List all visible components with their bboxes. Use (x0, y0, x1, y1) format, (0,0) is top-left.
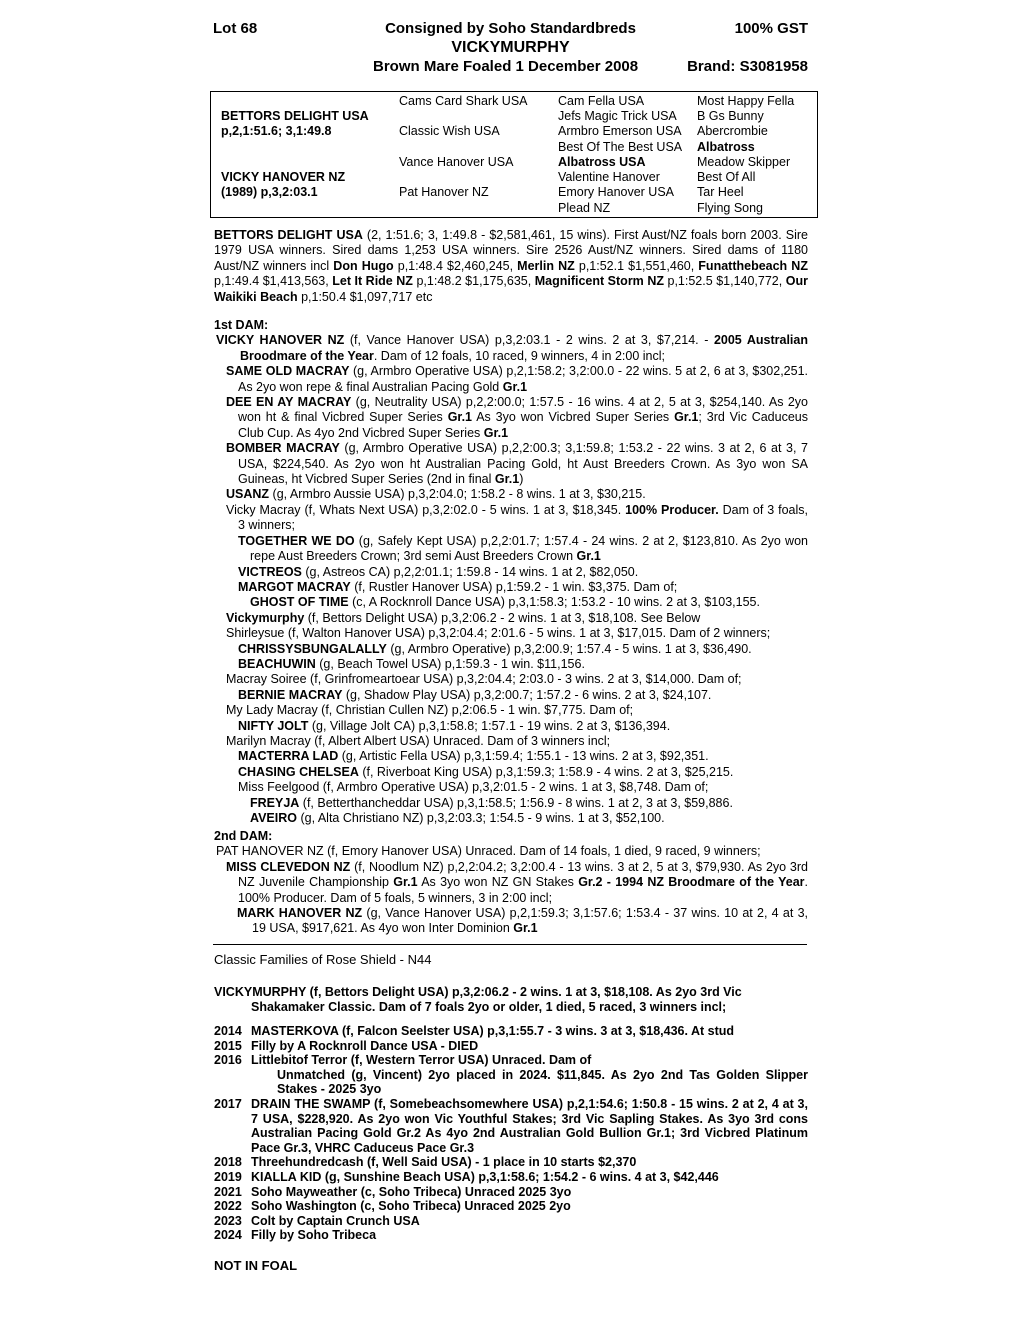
horse-name: VICKYMURPHY (451, 39, 570, 56)
pedigree-gen4: Best Of All (697, 170, 756, 184)
produce-year: 2018 (214, 1155, 242, 1170)
pedigree-gen4: B Gs Bunny (697, 109, 764, 123)
produce-summary (214, 985, 808, 1016)
progeny-entry (214, 580, 808, 595)
grade-label: Gr.1 (393, 875, 418, 890)
sire-highlight: Funatthebeach NZ (698, 258, 808, 273)
produce-row (214, 1199, 808, 1214)
lot-number: Lot 68 (213, 20, 258, 37)
produce-year: 2019 (214, 1169, 242, 1184)
progeny-text: ) (519, 472, 524, 487)
progeny-text: Macray Soiree (f, Grinfromeartoear USA) p,3,2:04.4; 2:03.0 - 3 wins. 2 at 3, $14,000. Dam of; (226, 672, 742, 687)
produce-row (214, 1228, 808, 1243)
produce-row (214, 1039, 808, 1054)
first-dam-progeny-list (214, 364, 808, 826)
grade-label: Gr.1 (674, 410, 699, 425)
pedigree-gen3: Emory Hanover USA (558, 185, 675, 199)
progeny-text: As 3yo won Vicbred Super Series (472, 410, 675, 425)
progeny-text: (g, Artistic Fella USA) p,3,1:59.4; 1:55.1 - 13 wins. 2 at 3, $92,351. (338, 749, 709, 764)
progeny-text: . 100% Producer. Dam of 5 foals, 5 winners, 3 in 2:00 incl; (238, 875, 809, 905)
produce-row (214, 1214, 808, 1229)
progeny-entry (214, 487, 808, 502)
progeny-entry (214, 703, 808, 718)
family-line: Classic Families of Rose Shield - N44 (214, 952, 432, 967)
pedigree-gen3: Jefs Magic Trick USA (558, 109, 677, 123)
progeny-text: My Lady Macray (f, Christian Cullen NZ) p,2:06.5 - 1 win. $7,775. Dam of; (226, 703, 634, 718)
progeny-entry (214, 642, 808, 657)
second-dam-progeny (214, 906, 808, 937)
dam-text: (f, Vance Hanover USA) p,3,2:03.1 - 2 wins. 2 at 3, $7,214. - (344, 333, 714, 348)
produce-year: 2017 (214, 1096, 242, 1111)
produce-record (214, 1024, 808, 1243)
dam-award: 2005 Australian Broodmare of the Year (240, 333, 808, 363)
progeny-entry (214, 688, 808, 703)
pedigree-gen2: Pat Hanover NZ (399, 185, 489, 199)
progeny-name: AVEIRO (250, 811, 297, 825)
produce-row (214, 1097, 808, 1155)
produce-row (214, 1185, 808, 1200)
progeny-text: (f, Rustler Hanover USA) p,1:59.2 - 1 win. $3,375. Dam of; (350, 579, 678, 594)
consignor: Consigned by Soho Standardbreds (385, 20, 636, 37)
sire-highlight: Merlin NZ (517, 258, 575, 273)
pedigree-dam: VICKY HANOVER NZ (221, 170, 346, 184)
pedigree-gen3: Best Of The Best USA (558, 140, 683, 154)
progeny-text: ; 3rd Vic Caduceus Club Cup. As 4yo 2nd Vicbred Super Series (238, 410, 808, 440)
progeny-name: BOMBER MACRAY (226, 441, 340, 456)
pedigree-table (210, 91, 818, 218)
progeny-text: Dam of 3 foals, 3 winners; (238, 502, 808, 533)
sire-text: p,1:52.5 $1,140,772, (663, 274, 786, 289)
progeny-text: Vicky Macray (f, Whats Next USA) p,3,2:02.0 - 5 wins. 1 at 3, $18,345. (226, 502, 626, 517)
progeny-entry (214, 749, 808, 764)
progeny-text: As 3yo won NZ GN Stakes (417, 875, 579, 890)
sire-highlight: Don Hugo (333, 258, 394, 273)
horse-description: Brown Mare Foaled 1 December 2008 (373, 58, 639, 75)
progeny-entry (214, 626, 808, 641)
lot-header (213, 20, 808, 80)
pedigree-sire: BETTORS DELIGHT USA (221, 109, 369, 123)
progeny-text: (f, Noodlum NZ) p,2,2:04.2; 3,2:00.4 - 13 wins. 3 at 2, 5 at 3, $79,930. As 2yo 3rd NZ Juvenile Championship (238, 859, 808, 890)
progeny-name: SAME OLD MACRAY (226, 364, 350, 379)
pedigree-gen3: Albatross USA (558, 155, 646, 169)
progeny-name: FREYJA (250, 795, 300, 810)
progeny-name: MISS CLEVEDON NZ (226, 859, 351, 874)
brand: Brand: S3081958 (687, 58, 808, 75)
second-dam-progeny (214, 860, 808, 906)
produce-year: 2016 (214, 1053, 242, 1068)
dam-text-2: . Dam of 12 foals, 10 raced, 9 winners, 4 in 2:00 incl; (373, 348, 665, 363)
pedigree-gen3: Armbro Emerson USA (558, 124, 682, 138)
progeny-entry (214, 811, 808, 826)
first-dam-section (214, 318, 808, 826)
sire-text: p,1:50.4 $1,097,717 etc (297, 289, 433, 304)
progeny-text: (f, Riverboat King USA) p,3,1:59.3; 1:58.9 - 4 wins. 2 at 3, $25,215. (358, 764, 734, 779)
progeny-entry (214, 534, 808, 565)
produce-row (214, 1053, 808, 1068)
sire-text: p,1:48.2 $1,175,635, (412, 274, 535, 289)
pedigree-gen4: Meadow Skipper (697, 155, 791, 169)
progeny-text: (c, A Rocknroll Dance USA) p,3,1:58.3; 1:53.2 - 10 wins. 2 at 3, $103,155. (348, 595, 760, 610)
summary-line: VICKYMURPHY (f, Bettors Delight USA) p,3,2:06.2 - 2 wins. 1 at 3, $18,108. As 2yo 3rd Vic (214, 985, 742, 999)
progeny-text: (g, Armbro Operative USA) p,2,1:58.2; 3,2:00.0 - 22 wins. 5 at 2, 6 at 3, $302,251. As 2yo won repe & final Australian Pacing Gold (238, 364, 808, 394)
grade-label: Gr.1 (576, 549, 601, 564)
progeny-text: (f, Betterthancheddar USA) p,3,1:58.5; 1:56.9 - 8 wins. 1 at 2, 3 at 3, $59,886. (299, 795, 733, 810)
sire-text: p,1:48.4 $2,460,245, (393, 258, 518, 273)
progeny-entry (214, 441, 808, 487)
progeny-entry (214, 657, 808, 672)
grade-label: Gr.1 (494, 472, 520, 487)
produce-text: Filly by A Rocknroll Dance USA - DIED (251, 1038, 479, 1053)
progeny-entry (214, 719, 808, 734)
second-dam-line: PAT HANOVER NZ (f, Emory Hanover USA) Unraced. Dam of 14 foals, 1 died, 9 raced, 9 winners; (216, 844, 761, 859)
pedigree-gen4: Flying Song (697, 201, 764, 215)
grade-label: Gr.1 (513, 921, 538, 936)
sire-paragraph (214, 228, 808, 305)
progeny-text: (g, Armbro Operative) p,3,2:00.9; 1:57.4 - 5 wins. 1 at 3, $36,490. (386, 641, 752, 656)
progeny-name: MARK HANOVER NZ (237, 906, 363, 921)
progeny-text: (g, Alta Christiano NZ) p,3,2:03.3; 1:54.5 - 9 wins. 1 at 3, $52,100. (297, 811, 665, 825)
produce-year: 2024 (214, 1228, 242, 1243)
produce-text: Threehundredcash (f, Well Said USA) - 1 place in 10 starts $2,370 (251, 1155, 637, 1170)
progeny-text: (g, Armbro Operative USA) p,2,2:00.3; 3,1:59.8; 1:53.2 - 22 wins. 3 at 2, 6 at 3, 7 USA, $224,540. As 2yo won ht Australian Pacing Gold, ht Aust Breeders Crown. As 3yo won SA Guineas, ht Vicbred Super Series (2nd in final (238, 441, 808, 487)
pedigree-gen2: Cams Card Shark USA (399, 94, 528, 108)
progeny-name: CHASING CHELSEA (238, 764, 359, 779)
produce-year: 2023 (214, 1213, 242, 1228)
produce-row (214, 1170, 808, 1185)
grade-label: Gr.1 (502, 379, 528, 394)
progeny-text: (g, Shadow Play USA) p,3,2:00.7; 1:57.2 - 6 wins. 2 at 3, $24,107. (342, 687, 712, 702)
progeny-text: (f, Bettors Delight USA) p,3,2:06.2 - 2 wins. 1 at 3, $18,108. See Below (304, 610, 701, 625)
progeny-name: BERNIE MACRAY (238, 687, 343, 702)
pedigree-gen3: Valentine Hanover (558, 170, 660, 184)
pedigree-gen2: Classic Wish USA (399, 124, 500, 138)
progeny-text: Shirleysue (f, Walton Hanover USA) p,3,2:04.4; 2:01.6 - 5 wins. 1 at 3, $17,015. Dam of 2 winners; (226, 626, 771, 641)
progeny-name: VICTREOS (238, 564, 302, 579)
produce-text: MASTERKOVA (f, Falcon Seelster USA) p,3,1:55.7 - 3 wins. 3 at 3, $18,436. At stud (251, 1024, 735, 1038)
progeny-entry (214, 364, 808, 395)
progeny-text: (g, Beach Towel USA) p,1:59.3 - 1 win. $11,156. (315, 656, 585, 671)
progeny-name: MACTERRA LAD (238, 749, 339, 764)
sire-text: p,1:49.4 $1,413,563, (214, 274, 333, 289)
progeny-entry (214, 565, 808, 580)
produce-row (214, 1155, 808, 1170)
sire-highlight: Let It Ride NZ (332, 274, 413, 289)
progeny-entry (214, 611, 808, 626)
progeny-entry (214, 395, 808, 441)
produce-text: Colt by Captain Crunch USA (251, 1213, 420, 1228)
progeny-entry (214, 503, 808, 534)
dam-name: VICKY HANOVER NZ (216, 333, 345, 348)
produce-year: 2015 (214, 1038, 242, 1053)
progeny-name: DEE EN AY MACRAY (226, 395, 352, 410)
sire-highlight: Our Waikiki Beach (214, 274, 808, 304)
progeny-name: CHRISSYSBUNGALALLY (238, 641, 387, 656)
progeny-entry (214, 765, 808, 780)
pedigree-dam-record: (1989) p,3,2:03.1 (221, 185, 318, 199)
progeny-text: (g, Armbro Aussie USA) p,3,2:04.0; 1:58.2 - 8 wins. 1 at 3, $30,215. (269, 487, 646, 502)
first-dam-heading: 1st DAM: (214, 318, 269, 332)
pedigree-gen4: Albatross (697, 140, 755, 154)
progeny-text: Marilyn Macray (f, Albert Albert USA) Unraced. Dam of 3 winners incl; (226, 733, 611, 748)
produce-text: Soho Mayweather (c, Soho Tribeca) Unraced 2025 3yo (251, 1184, 572, 1199)
produce-row (214, 1068, 808, 1097)
pedigree-gen4: Abercrombie (697, 124, 768, 138)
produce-year: 2021 (214, 1184, 242, 1199)
progeny-name: MARGOT MACRAY (238, 579, 351, 594)
pedigree-gen4: Most Happy Fella (697, 94, 795, 108)
summary-line: Shakamaker Classic. Dam of 7 foals 2yo or older, 1 died, 5 raced, 3 winners incl; (251, 1000, 727, 1015)
progeny-text: (g, Vance Hanover USA) p,2,1:59.3; 3,1:57.6; 1:53.4 - 37 wins. 10 at 2, 4 at 3, 19 USA, $917,621. As 4yo won Inter Dominion (252, 906, 808, 936)
progeny-name: Vickymurphy (226, 610, 305, 625)
sire-text: (2, 1:51.6; 3, 1:49.8 - $2,581,461, 15 wins). First Aust/NZ foals born 2003. Sire 1979 USA winners. Sired dams 1,253 USA winners. Sire 2526 Aust/NZ winners. Sired dams of 1180 Aust/NZ winners incl (214, 228, 808, 273)
grade-label: Gr.1 (483, 425, 509, 440)
progeny-entry (214, 595, 808, 610)
progeny-text: Miss Feelgood (f, Armbro Operative USA) p,3,2:01.5 - 2 wins. 1 at 3, $8,748. Dam of; (238, 780, 709, 795)
grade-label: Gr.1 (447, 410, 473, 425)
produce-text: Littlebitof Terror (f, Western Terror USA) Unraced. Dam of (251, 1053, 592, 1068)
produce-text: Unmatched (g, Vincent) 2yo placed in 2024. $11,845. As 2yo 2nd Tas Golden Slipper Stakes - 2025 3yo (277, 1067, 808, 1097)
sire-name: BETTORS DELIGHT USA (214, 228, 363, 242)
progeny-text: (g, Neutrality USA) p,2,2:00.0; 1:57.5 - 16 wins. 4 at 2, 5 at 3, $254,140. As 2yo won ht & final Vicbred Super Series (238, 395, 808, 425)
pedigree-gen2: Vance Hanover USA (399, 155, 514, 169)
progeny-text: (g, Village Jolt CA) p,3,1:58.8; 1:57.1 - 19 wins. 2 at 3, $136,394. (308, 718, 671, 733)
grade-label: 100% Producer. (625, 502, 719, 517)
pedigree-gen3: Cam Fella USA (558, 94, 645, 108)
second-dam-section (214, 829, 808, 937)
grade-label: Gr.2 - 1994 NZ Broodmare of the Year (578, 875, 805, 890)
progeny-name: BEACHUWIN (238, 656, 316, 671)
produce-text: Soho Washington (c, Soho Tribeca) Unraced 2025 2yo (251, 1199, 571, 1214)
produce-year: 2014 (214, 1024, 242, 1038)
progeny-name: USANZ (226, 487, 270, 502)
progeny-entry (214, 796, 808, 811)
section-divider (213, 944, 807, 945)
progeny-entry (214, 734, 808, 749)
produce-text: KIALLA KID (g, Sunshine Beach USA) p,3,1:58.6; 1:54.2 - 6 wins. 4 at 3, $42,446 (251, 1169, 719, 1184)
second-dam-heading: 2nd DAM: (214, 829, 273, 843)
gst-status: 100% GST (734, 20, 808, 37)
progeny-name: GHOST OF TIME (250, 595, 349, 610)
progeny-text: (g, Safely Kept USA) p,2,2:01.7; 1:57.4 - 24 wins. 2 at 2, $123,810. As 2yo won repe Aust Breeders Crown; 3rd semi Aust Breeders Crown (250, 533, 808, 564)
progeny-entry (214, 780, 808, 795)
sire-highlight: Magnificent Storm NZ (534, 274, 664, 289)
sire-text: p,1:52.1 $1,551,460, (574, 258, 699, 273)
progeny-name: TOGETHER WE DO (238, 533, 355, 548)
first-dam-entry (214, 333, 808, 364)
pedigree-gen3: Plead NZ (558, 201, 611, 215)
pedigree-sire-record: p,2,1:51.6; 3,1:49.8 (221, 124, 332, 138)
produce-year: 2022 (214, 1199, 242, 1214)
foal-status: NOT IN FOAL (214, 1258, 298, 1273)
produce-text: DRAIN THE SWAMP (f, Somebeachsomewhere USA) p,2,1:54.6; 1:50.8 - 15 wins. 2 at 2, 4 at 3, 7 USA, $228,920. As 2yo won Vic Youthful Stakes; 3rd Vic Sapling Stakes. As 3yo 3rd cons Australian Pacing Gold Gr.2 As 4yo 2nd Australian Gold Bullion Gr.1; 3rd Vicbred Platinum Pace Gr.3, VHRC Caduceus Pace Gr.3 (251, 1096, 808, 1155)
produce-row (214, 1024, 808, 1039)
pedigree-gen4: Tar Heel (697, 185, 744, 199)
produce-text: Filly by Soho Tribeca (251, 1228, 377, 1243)
progeny-entry (214, 672, 808, 687)
progeny-name: NIFTY JOLT (238, 718, 309, 733)
progeny-text: (g, Astreos CA) p,2,2:01.1; 1:59.8 - 14 wins. 1 at 2, $82,050. (301, 564, 639, 579)
